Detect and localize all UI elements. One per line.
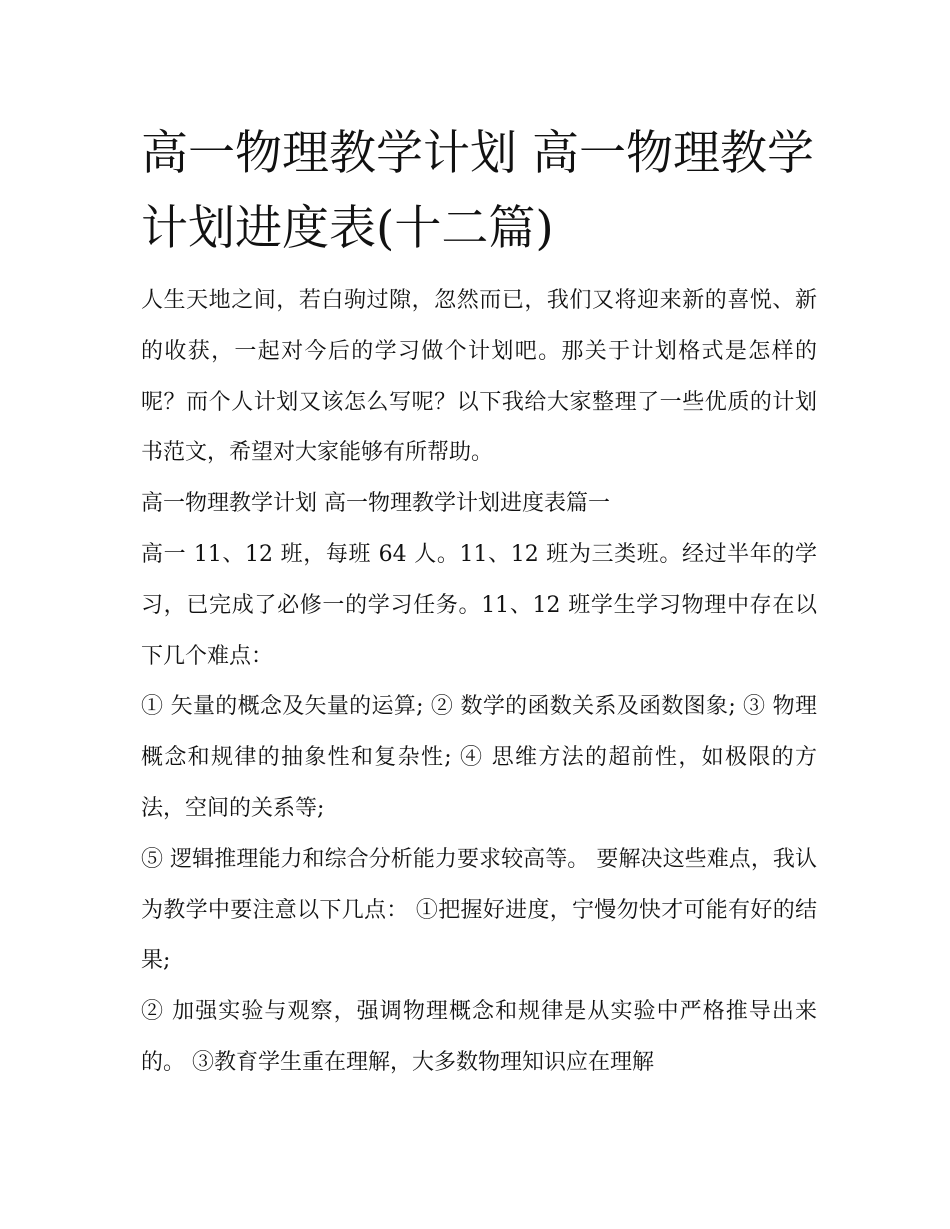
solutions-paragraph: ⑤ 逻辑推理能力和综合分析能力要求较高等。 要解决这些难点，我认为教学中要注意以下几点： ①把握好进度，宁慢勿快才可能有好的结果; <box>141 846 817 974</box>
document-body <box>141 276 817 1089</box>
document-title: 高一物理教学计划 高一物理教学计划进度表(十二篇) <box>141 126 814 256</box>
class-info-paragraph: 高一 11、12 班，每班 64 人。11、12 班为三类班。经过半年的学习，已完成了必修一的学习任务。11、12 班学生学习物理中存在以下几个难点： <box>141 541 817 669</box>
section-heading: 高一物理教学计划 高一物理教学计划进度表篇一 <box>141 491 610 517</box>
experiment-paragraph: ② 加强实验与观察，强调物理概念和规律是从实验中严格推导出来的。 ③教育学生重在理解，大多数物理知识应在理解 <box>141 999 817 1075</box>
intro-paragraph: 人生天地之间，若白驹过隙，忽然而已，我们又将迎来新的喜悦、新的收获，一起对今后的学习做个计划吧。那关于计划格式是怎样的呢？而个人计划又该怎么写呢？以下我给大家整理了一些优质的计划书范文，希望对大家能够有所帮助。 <box>141 288 817 466</box>
difficulties-paragraph: ① 矢量的概念及矢量的运算; ② 数学的函数关系及函数图象; ③ 物理概念和规律的抽象性和复杂性; ④ 思维方法的超前性，如极限的方法，空间的关系等; <box>141 694 817 821</box>
